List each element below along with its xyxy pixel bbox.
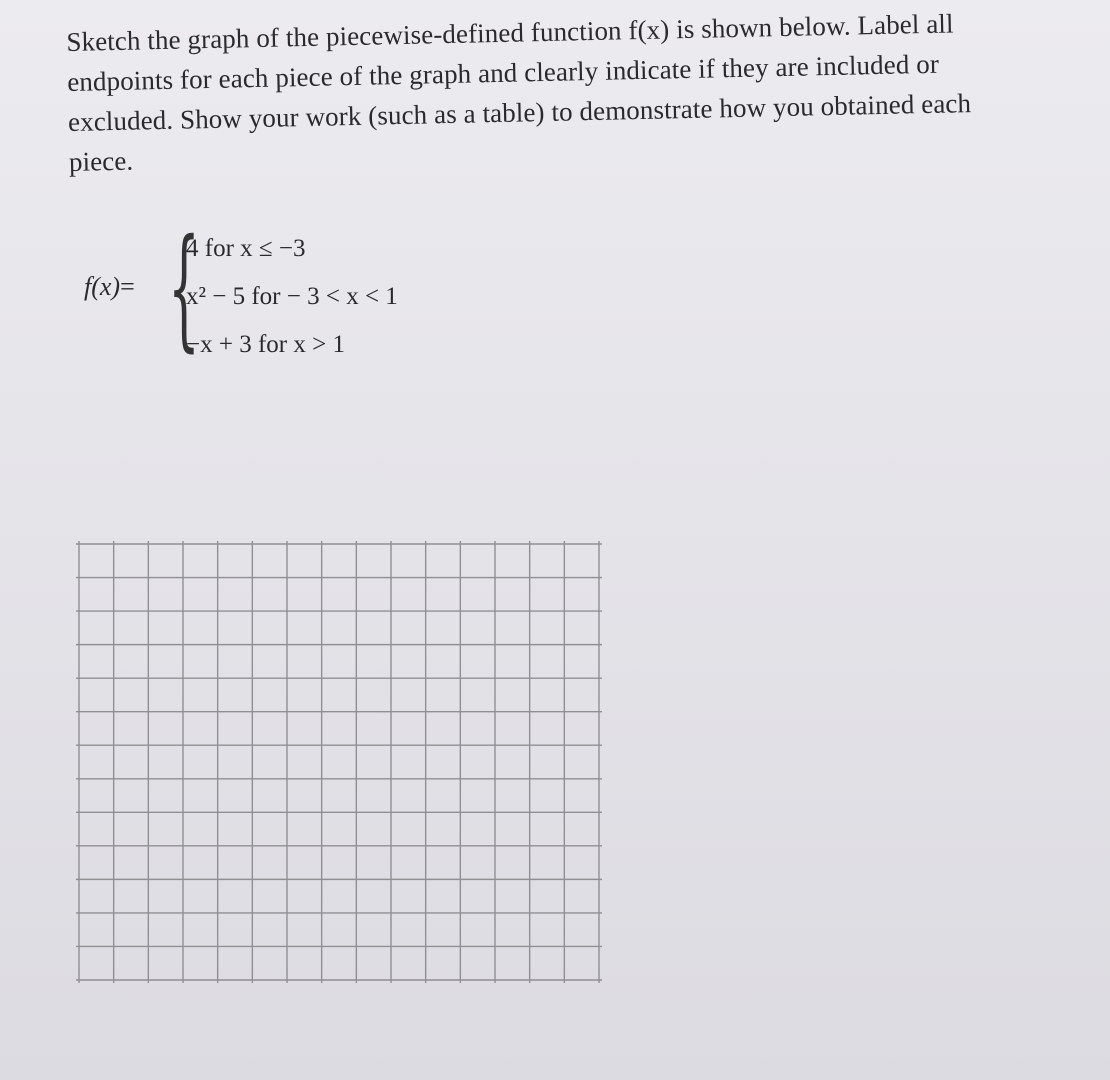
prompt-line: endpoints for each piece of the graph and clearly indicate if they are included or — [66, 48, 940, 97]
prompt-line: piece. — [68, 145, 134, 177]
piecewise-cases — [186, 225, 398, 369]
problem-prompt — [66, 1, 1089, 182]
case-3: −x + 3 for x > 1 — [186, 331, 345, 358]
graph-grid-svg[interactable] — [75, 538, 605, 986]
case-2: x² − 5 for − 3 < x < 1 — [186, 283, 398, 310]
prompt-line: Sketch the graph of the piecewise-defined function f(x) is shown below. Label all — [66, 8, 954, 57]
equals-sign: = — [120, 272, 135, 301]
function-label — [84, 272, 135, 302]
left-brace: { — [168, 211, 200, 365]
graph-grid[interactable] — [75, 538, 605, 986]
case-1: 4 for x ≤ −3 — [186, 235, 306, 262]
function-name: f(x) — [84, 272, 121, 301]
prompt-line: excluded. Show your work (such as a table) to demonstrate how you obtained each — [67, 88, 972, 137]
